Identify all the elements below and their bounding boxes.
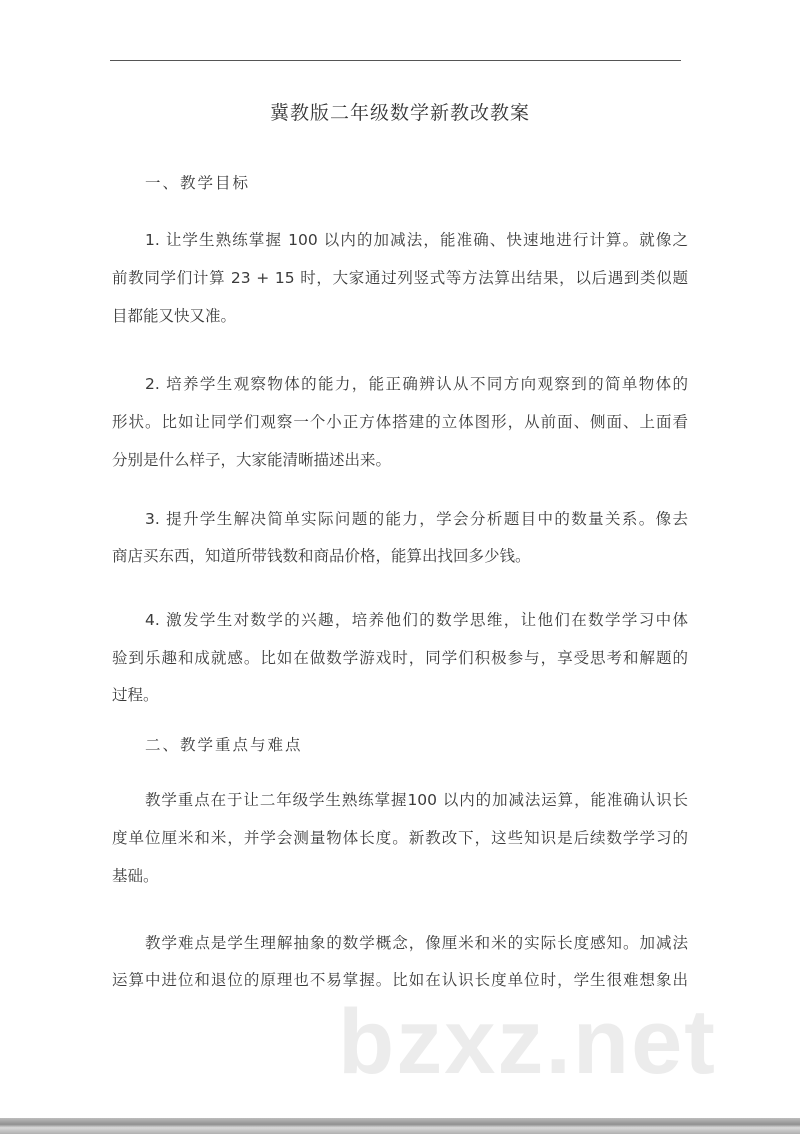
paragraph-line: 基础。 bbox=[112, 867, 159, 885]
section-heading-objectives: 一、教学目标 bbox=[145, 174, 251, 192]
header-rule bbox=[110, 60, 681, 61]
paragraph-line: 4. 激发学生对数学的兴趣，培养他们的数学思维，让他们在数学学习中体 bbox=[145, 611, 688, 629]
paragraph-line: 1. 让学生熟练掌握 100 以内的加减法，能准确、快速地进行计算。就像之 bbox=[145, 231, 688, 249]
paragraph-line: 2. 培养学生观察物体的能力，能正确辨认从不同方向观察到的简单物体的 bbox=[145, 375, 688, 393]
document-title: 冀教版二年级数学新教改教案 bbox=[269, 102, 530, 124]
paragraph-line: 教学难点是学生理解抽象的数学概念，像厘米和米的实际长度感知。加减法 bbox=[145, 934, 688, 952]
section-heading-key-points: 二、教学重点与难点 bbox=[145, 736, 303, 754]
paragraph-line: 过程。 bbox=[112, 686, 159, 704]
paragraph-line: 分别是什么样子，大家能清晰描述出来。 bbox=[112, 451, 392, 469]
paragraph-line: 形状。比如让同学们观察一个小正方体搭建的立体图形，从前面、侧面、上面看 bbox=[112, 413, 688, 431]
watermark: bzxz.net bbox=[338, 991, 717, 1093]
paragraph-line: 前教同学们计算 23 + 15 时，大家通过列竖式等方法算出结果，以后遇到类似题 bbox=[112, 269, 688, 287]
paragraph-line: 商店买东西，知道所带钱数和商品价格，能算出找回多少钱。 bbox=[112, 547, 531, 565]
paragraph-line: 运算中进位和退位的原理也不易掌握。比如在认识长度单位时，学生很难想象出 bbox=[112, 971, 688, 989]
paragraph-line: 教学重点在于让二年级学生熟练掌握100 以内的加减法运算，能准确认识长 bbox=[145, 791, 688, 809]
page-bottom-edge bbox=[0, 1118, 800, 1134]
paragraph-line: 度单位厘米和米，并学会测量物体长度。新教改下，这些知识是后续数学学习的 bbox=[112, 829, 688, 847]
paragraph-line: 目都能又快又准。 bbox=[112, 307, 237, 325]
paragraph-line: 3. 提升学生解决简单实际问题的能力，学会分析题目中的数量关系。像去 bbox=[145, 510, 688, 528]
paragraph-line: 验到乐趣和成就感。比如在做数学游戏时，同学们积极参与，享受思考和解题的 bbox=[112, 649, 688, 667]
